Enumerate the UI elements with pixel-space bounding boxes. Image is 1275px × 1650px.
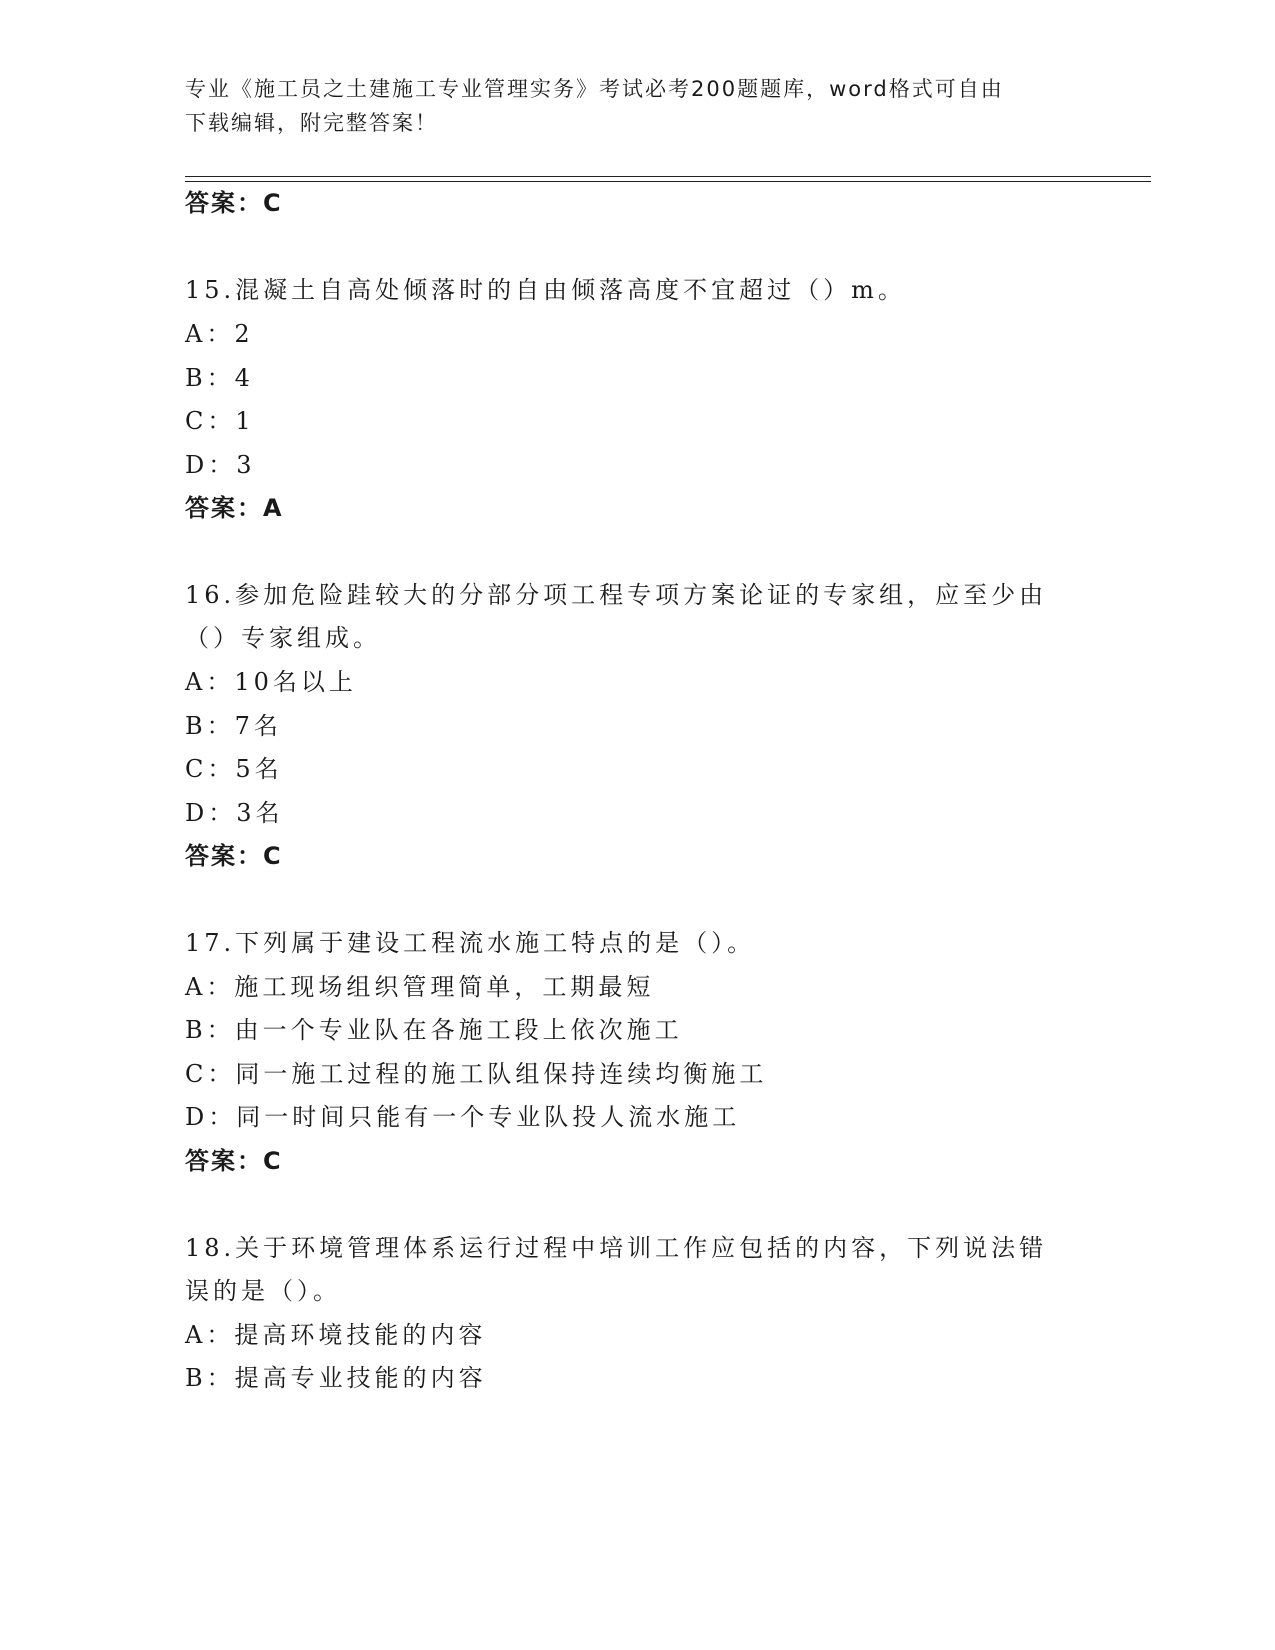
question-stem-continued: （）专家组成。 — [185, 624, 381, 652]
header-line-2: 下载编辑，附完整答案！ — [185, 111, 438, 135]
question-stem: 17.下列属于建设工程流水施工特点的是（）。 — [185, 929, 756, 957]
option-a: A：施工现场组织管理简单，工期最短 — [185, 973, 655, 1001]
question-stem: 15.混凝土自高处倾落时的自由倾落高度不宜超过（）m。 — [185, 276, 906, 304]
option-d: D：3名 — [185, 799, 284, 827]
option-a: A：提高环境技能的内容 — [185, 1321, 487, 1349]
option-b: B：提高专业技能的内容 — [185, 1364, 487, 1392]
option-a: A：2 — [185, 320, 254, 348]
option-c: C：同一施工过程的施工队组保持连续均衡施工 — [185, 1060, 768, 1088]
option-d: D：3 — [185, 451, 256, 479]
option-a: A：10名以上 — [185, 668, 357, 696]
option-c: C：1 — [185, 407, 255, 435]
question-stem-continued: 误的是（）。 — [185, 1277, 341, 1305]
option-b: B：7名 — [185, 712, 282, 740]
header-divider-top — [185, 176, 1151, 177]
answer-label: 答案：A — [185, 494, 284, 522]
question-stem: 18.关于环境管理体系运行过程中培训工作应包括的内容，下列说法错 — [185, 1234, 1048, 1262]
document-header — [185, 72, 1085, 140]
answer-label: 答案：C — [185, 1147, 283, 1175]
option-b: B：4 — [185, 364, 254, 392]
option-d: D：同一时间只能有一个专业队投人流水施工 — [185, 1103, 741, 1131]
header-line-1: 专业《施工员之土建施工专业管理实务》考试必考200题题库，word格式可自由 — [185, 77, 1004, 101]
answer-label: 答案：C — [185, 842, 283, 870]
option-c: C：5名 — [185, 755, 283, 783]
option-b: B：由一个专业队在各施工段上依次施工 — [185, 1016, 683, 1044]
question-stem: 16.参加危险跬较大的分部分项工程专项方案论证的专家组，应至少由 — [185, 581, 1048, 609]
header-divider-bottom — [185, 181, 1151, 182]
answer-label: 答案：C — [185, 189, 283, 217]
